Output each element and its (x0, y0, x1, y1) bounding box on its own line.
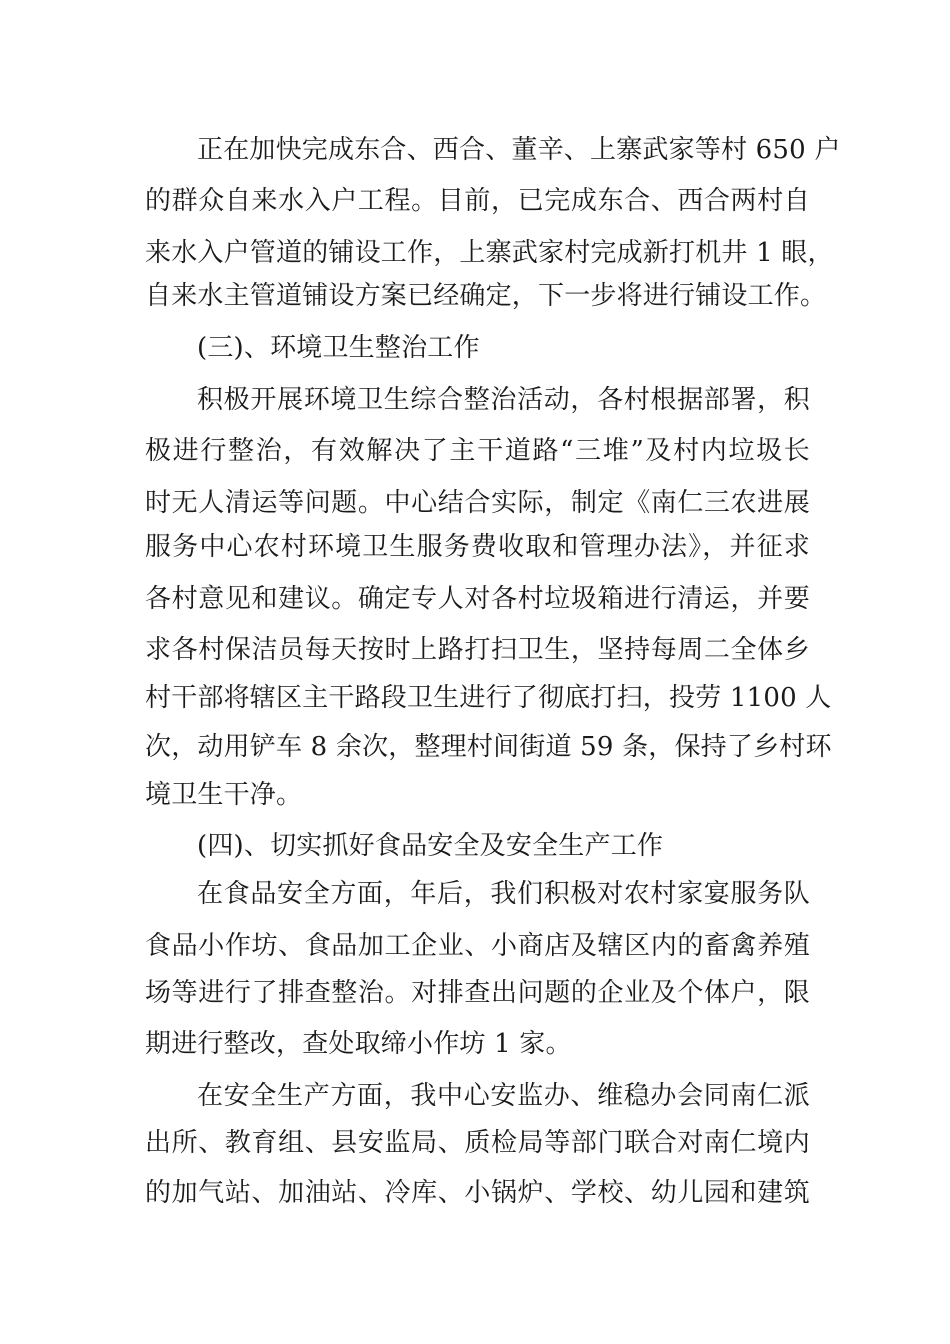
text-line: 正在加快完成东合、西合、董辛、上寨武家等村 650 户 (197, 135, 841, 165)
text-line: 来水入户管道的铺设工作，上寨武家村完成新打机井 1 眼， (145, 238, 834, 268)
text-line: 出所、教育组、县安监局、质检局等部门联合对南仁境内 (145, 1128, 810, 1158)
text-line: 在食品安全方面，年后，我们积极对农村家宴服务队 (197, 879, 810, 909)
text-line: 境卫生干净。 (145, 780, 303, 810)
text-line: 村干部将辖区主干路段卫生进行了彻底打扫，投劳 1100 人 (145, 683, 832, 713)
text-line: 服务中心农村环境卫生服务费收取和管理办法》，并征求 (145, 532, 810, 562)
text-line: 在安全生产方面，我中心安监办、维稳办会同南仁派 (197, 1081, 810, 1111)
text-line: 食品小作坊、食品加工企业、小商店及辖区内的畜禽养殖 (145, 931, 810, 961)
text-line: 的加气站、加油站、冷库、小锅炉、学校、幼儿园和建筑 (145, 1178, 810, 1208)
text-line: 期进行整改，查处取缔小作坊 1 家。 (145, 1029, 572, 1059)
text-line: 自来水主管道铺设方案已经确定，下一步将进行铺设工作。 (145, 281, 827, 311)
text-line: 极进行整治，有效解决了主干道路“三堆”及村内垃圾长 (145, 436, 810, 466)
text-line: 求各村保洁员每天按时上路打扫卫生，坚持每周二全体乡 (145, 635, 810, 665)
section-heading: (四)、切实抓好食品安全及安全生产工作 (197, 831, 664, 861)
text-line: 积极开展环境卫生综合整治活动，各村根据部署，积 (197, 385, 810, 415)
text-line: 次，动用铲车 8 余次，整理村间街道 59 条，保持了乡村环 (145, 732, 832, 762)
text-line: 的群众自来水入户工程。目前，已完成东合、西合两村自 (145, 186, 810, 216)
section-heading: (三)、环境卫生整治工作 (197, 333, 480, 363)
text-line: 时无人清运等问题。中心结合实际，制定《南仁三农进展 (145, 488, 810, 518)
text-line: 各村意见和建议。确定专人对各村垃圾箱进行清运，并要 (145, 584, 810, 614)
text-line: 场等进行了排查整治。对排查出问题的企业及个体户，限 (145, 978, 810, 1008)
